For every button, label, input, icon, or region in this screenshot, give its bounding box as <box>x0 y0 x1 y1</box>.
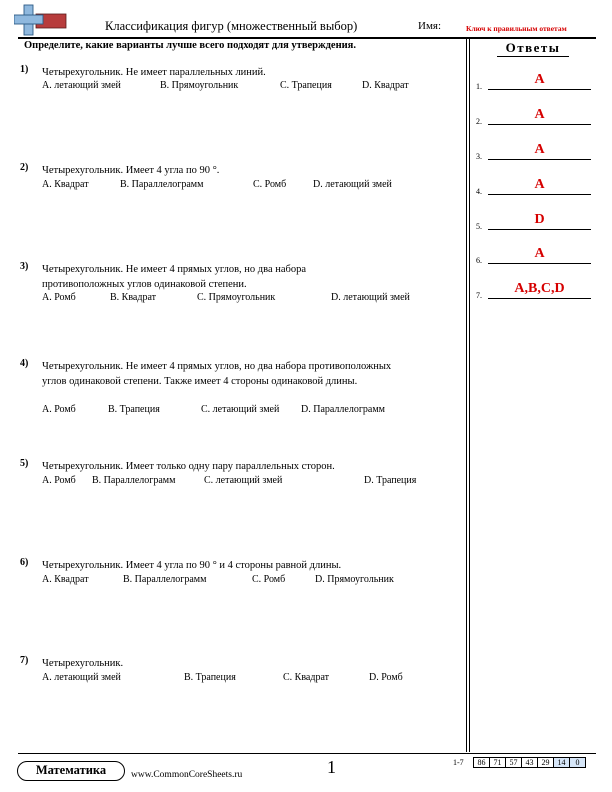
question-number: 7) <box>20 655 29 666</box>
option-a: A. летающий змей <box>42 672 121 683</box>
answer-row-6 <box>476 245 596 265</box>
answer-key-label: Ключ к правильным ответам <box>466 24 567 33</box>
option-a: A. Квадрат <box>42 179 89 190</box>
score-table <box>474 757 586 768</box>
option-a: A. Ромб <box>42 475 76 486</box>
answer-row-4 <box>476 176 596 196</box>
option-d: D. Параллелограмм <box>301 404 386 415</box>
worksheet-title: Классификация фигур (множественный выбор) <box>105 19 358 33</box>
answer-number: 4. <box>476 187 482 196</box>
answer-row-3 <box>476 141 596 161</box>
site-url: www.CommonCoreSheets.ru <box>131 770 243 780</box>
option-d: D. летающий змей <box>331 292 410 303</box>
score-range-label: 1-7 <box>453 758 464 767</box>
score-cell: 71 <box>489 757 506 768</box>
answer-value: A <box>534 142 545 157</box>
plus-logo-icon <box>14 4 70 38</box>
question-text: Четырехугольник. Не имеет 4 прямых углов, но два набора противоположных углов одинаковой степени. <box>42 264 307 290</box>
question-number: 1) <box>20 64 29 75</box>
answer-number: 7. <box>476 291 482 300</box>
option-d: D. Трапеция <box>364 475 417 486</box>
option-c: C. Прямоугольник <box>197 292 276 303</box>
answer-value: A,B,C,D <box>514 281 565 296</box>
question-text: Четырехугольник. <box>42 658 124 669</box>
answer-line <box>488 229 591 230</box>
answer-row-5 <box>476 211 596 231</box>
option-c: C. Ромб <box>252 574 286 585</box>
option-b: B. Параллелограмм <box>123 574 207 585</box>
question-number: 6) <box>20 557 29 568</box>
option-d: D. Прямоугольник <box>315 574 394 585</box>
option-c: C. летающий змей <box>201 404 280 415</box>
option-c: C. летающий змей <box>204 475 283 486</box>
option-b: B. Параллелограмм <box>120 179 204 190</box>
answer-value: A <box>534 107 545 122</box>
answer-line <box>488 298 591 299</box>
question-number: 4) <box>20 358 29 369</box>
question-number: 5) <box>20 458 29 469</box>
option-a: A. Ромб <box>42 404 76 415</box>
answer-value: A <box>534 72 545 87</box>
answer-number: 3. <box>476 152 482 161</box>
name-label: Имя: <box>418 20 442 32</box>
answer-number: 1. <box>476 82 482 91</box>
question-text: Четырехугольник. Имеет 4 угла по 90 ° и 4 стороны равной длины. <box>42 560 342 571</box>
question-text: Четырехугольник. Не имеет параллельных линий. <box>42 67 266 78</box>
answer-number: 6. <box>476 256 482 265</box>
answer-value: A <box>534 246 545 261</box>
answer-value: D <box>534 212 545 227</box>
option-b: B. Прямоугольник <box>160 80 239 91</box>
page-number: 1 <box>327 757 336 777</box>
option-b: B. Трапеция <box>184 672 236 683</box>
footer-divider <box>18 753 596 754</box>
option-b: B. Трапеция <box>108 404 160 415</box>
score-cell: 29 <box>537 757 554 768</box>
answer-row-2 <box>476 106 596 126</box>
option-d: D. летающий змей <box>313 179 392 190</box>
option-b: B. Квадрат <box>110 292 157 303</box>
question-number: 2) <box>20 162 29 173</box>
answer-value: A <box>534 177 545 192</box>
option-a: A. Ромб <box>42 292 76 303</box>
option-b: B. Параллелограмм <box>92 475 176 486</box>
answer-line <box>488 263 591 264</box>
answer-line <box>488 159 591 160</box>
answer-number: 2. <box>476 117 482 126</box>
instructions: Определите, какие варианты лучше всего подходят для утверждения. <box>24 40 356 51</box>
score-cell: 86 <box>473 757 490 768</box>
answer-number: 5. <box>476 222 482 231</box>
answer-column-divider <box>466 38 467 752</box>
score-cell: 43 <box>521 757 538 768</box>
option-c: C. Трапеция <box>280 80 332 91</box>
option-a: A. Квадрат <box>42 574 89 585</box>
question-number: 3) <box>20 261 29 272</box>
option-d: D. Ромб <box>369 672 403 683</box>
header-divider <box>18 37 596 39</box>
answer-row-7 <box>476 280 596 300</box>
question-text: Четырехугольник. Имеет 4 угла по 90 °. <box>42 165 220 176</box>
answer-row-1 <box>476 71 596 91</box>
answer-column-divider <box>469 38 470 752</box>
score-cell: 57 <box>505 757 522 768</box>
answer-line <box>488 89 591 90</box>
answers-title-underline <box>497 56 569 57</box>
option-c: C. Квадрат <box>283 672 330 683</box>
question-text: Четырехугольник. Не имеет 4 прямых углов, но два набора противоположных углов одинаковой степени. Также имеет 4 стороны одинаковой длины. <box>42 361 392 387</box>
option-c: C. Ромб <box>253 179 287 190</box>
answer-line <box>488 124 591 125</box>
answers-title: Ответы <box>505 40 561 55</box>
answer-line <box>488 194 591 195</box>
subject-badge: Математика <box>17 761 125 781</box>
score-cell: 0 <box>569 757 586 768</box>
score-cell: 14 <box>553 757 570 768</box>
question-text: Четырехугольник. Имеет только одну пару параллельных сторон. <box>42 461 335 472</box>
option-d: D. Квадрат <box>362 80 409 91</box>
option-a: A. летающий змей <box>42 80 121 91</box>
